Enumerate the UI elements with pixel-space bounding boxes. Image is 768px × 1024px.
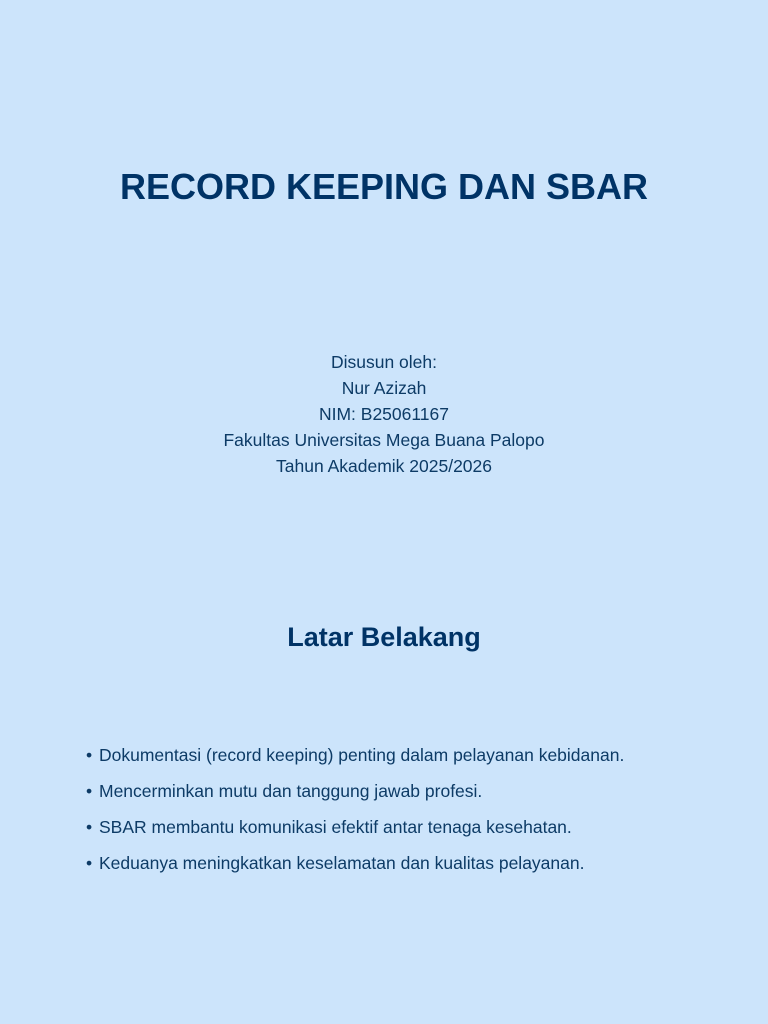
document-title: RECORD KEEPING DAN SBAR	[119, 166, 649, 207]
author-info	[0, 349, 768, 479]
prepared-by-label: Disusun oleh:	[330, 352, 438, 372]
list-item-text: Dokumentasi (record keeping) penting dalam pelayanan kebidanan.	[99, 745, 625, 765]
list-item	[86, 777, 746, 813]
faculty-name: Fakultas Universitas Mega Buana Palopo	[223, 430, 545, 450]
list-item	[86, 849, 746, 885]
list-item-text: Mencerminkan mutu dan tanggung jawab profesi.	[99, 781, 483, 801]
bullet-icon: •	[86, 817, 93, 837]
list-item	[86, 813, 746, 849]
academic-year: Tahun Akademik 2025/2026	[276, 456, 492, 476]
bullet-icon: •	[86, 781, 93, 801]
bullet-icon: •	[86, 745, 93, 765]
bullet-list	[86, 741, 746, 885]
section-title: Latar Belakang	[287, 622, 481, 652]
student-id: NIM: B25061167	[318, 404, 450, 424]
author-name: Nur Azizah	[341, 378, 427, 398]
list-item-text: Keduanya meningkatkan keselamatan dan kualitas pelayanan.	[99, 853, 585, 873]
bullet-icon: •	[86, 853, 93, 873]
list-item	[86, 741, 746, 777]
list-item-text: SBAR membantu komunikasi efektif antar tenaga kesehatan.	[99, 817, 572, 837]
